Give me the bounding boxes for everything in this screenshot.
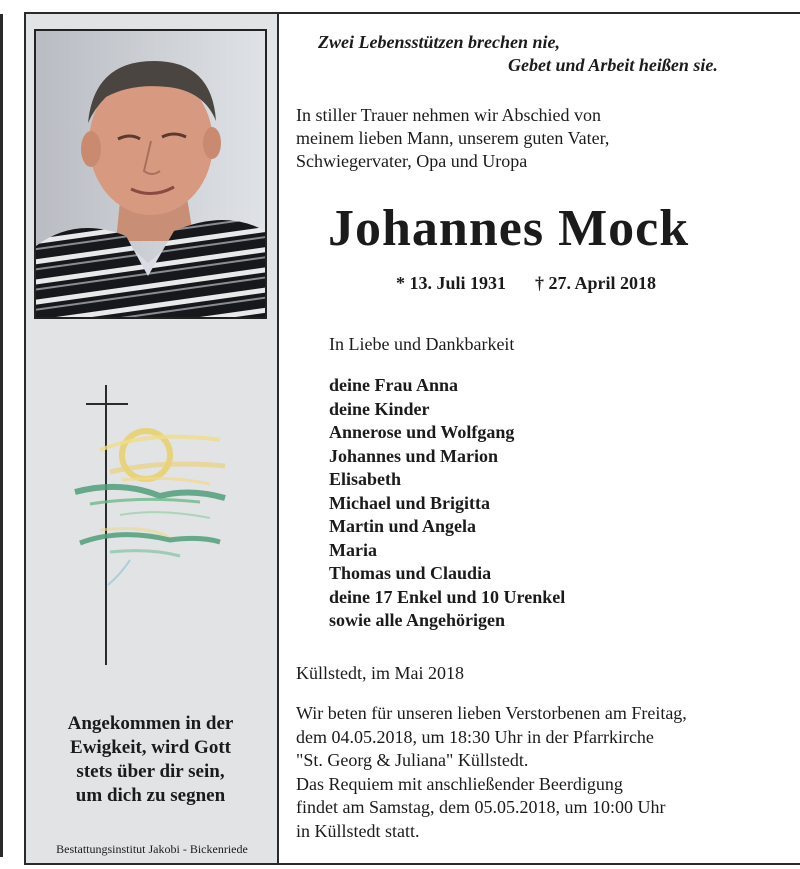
intro-line: meinem lieben Mann, unserem guten Vater, [296,128,610,148]
intro-text [296,104,609,173]
cross-sunset-icon [60,380,230,675]
verse-line: stets über dir sein, [76,761,225,782]
service-line: in Küllstedt statt. [296,820,420,841]
list-item: Johannes und Marion [329,445,499,466]
verse-line: Angekommen in der [67,713,234,734]
motto-line-1: Zwei Lebensstützen brechen nie, [318,32,560,52]
frame-left-bar [0,14,3,857]
verse-line: um dich zu segnen [75,785,226,806]
service-line: dem 04.05.2018, um 18:30 Uhr in der Pfarrkirche [296,726,654,747]
list-item: sowie alle Angehörigen [329,610,505,630]
service-line: findet am Samstag, dem 05.05.2018, um 10:00 Uhr [296,797,666,817]
list-item: Maria [329,539,377,560]
list-item: Annerose und Wolfgang [329,422,515,442]
death-date: † 27. April 2018 [535,273,657,293]
list-item: Elisabeth [329,469,402,489]
love-line: In Liebe und Dankbarkeit [329,334,515,354]
intro-line: In stiller Trauer nehmen wir Abschied von [296,105,601,125]
place-date: Küllstedt, im Mai 2018 [296,663,464,683]
list-item: Michael und Brigitta [329,492,490,513]
list-item: deine Kinder [329,398,430,419]
portrait-photo [34,29,267,319]
birth-date: * 13. Juli 1931 [396,273,507,293]
list-item: deine 17 Enkel und 10 Urenkel [329,586,566,607]
intro-line: Schwiegervater, Opa und Uropa [296,151,528,171]
service-line: Das Requiem mit anschließender Beerdigung [296,773,623,794]
sidebar-verse [34,712,267,808]
service-line: "St. Georg & Juliana" Küllstedt. [296,750,529,770]
verse-line: Ewigkeit, wird Gott [70,737,231,758]
list-item: Martin und Angela [329,516,477,536]
undertaker-credit: Bestattungsinstitut Jakobi - Bickenriede [56,842,248,856]
portrait-illustration [36,31,265,317]
service-info [296,702,687,843]
service-line: Wir beten für unseren lieben Verstorbenen am Freitag, [296,703,687,723]
list-item: Thomas und Claudia [329,563,492,583]
mourners-list [329,374,565,633]
motto-line-2: Gebet und Arbeit heißen sie. [508,55,718,75]
list-item: deine Frau Anna [329,375,459,395]
deceased-name: Johannes Mock [328,200,690,257]
